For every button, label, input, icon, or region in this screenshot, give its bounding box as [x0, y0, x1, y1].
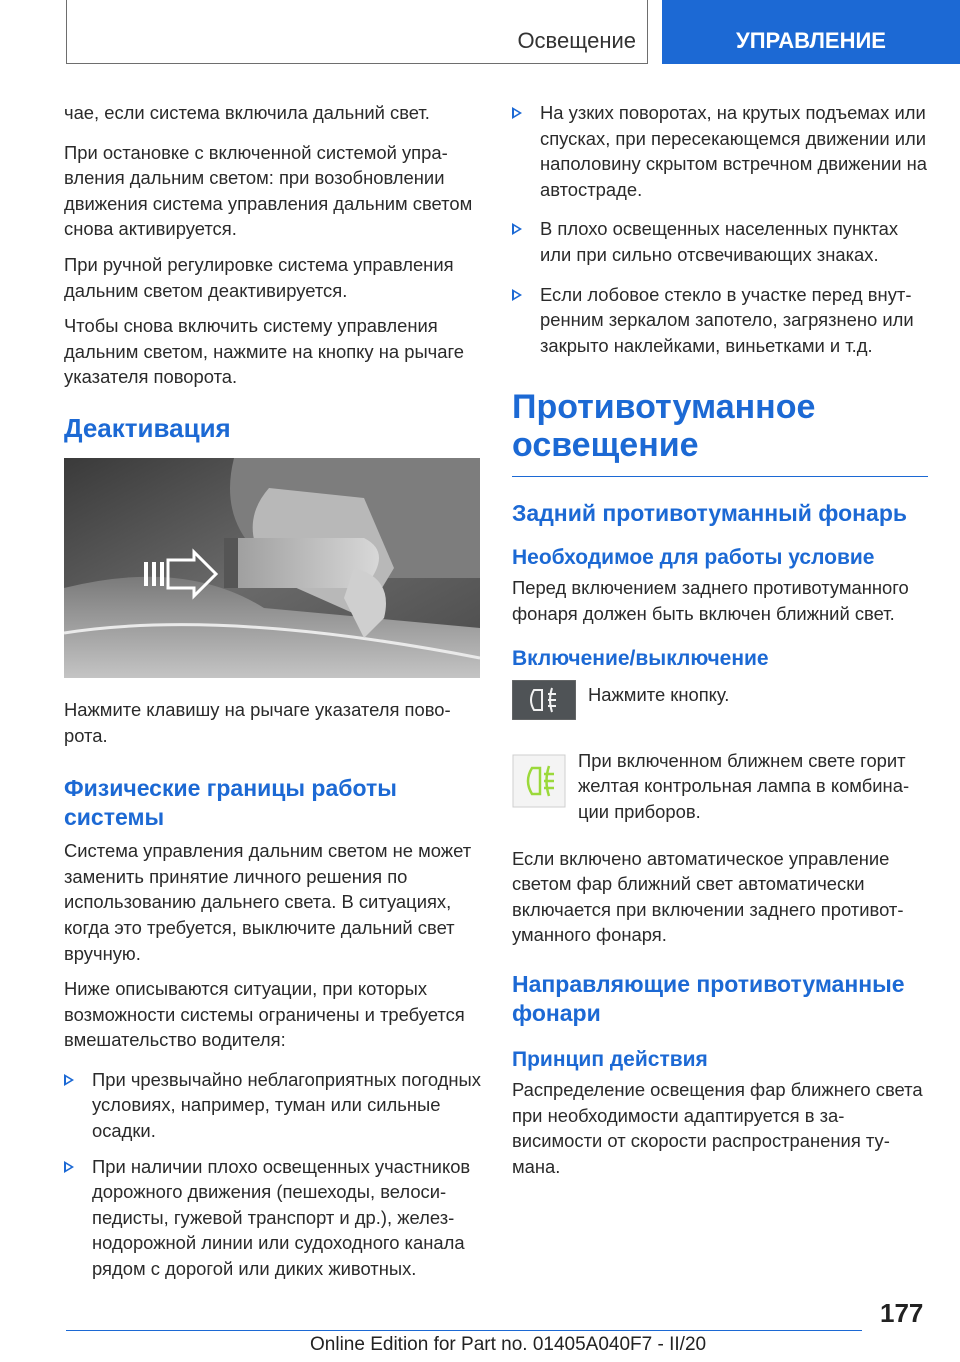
indicator-text: При включенном ближнем свете горит желтая контрольная лампа в комбинации приборов.	[578, 749, 910, 822]
press-button-text: Нажмите кнопку.	[588, 683, 730, 705]
paragraph: Распределение освещения фар ближнего света при необходимости адаптируется в зависимости от скорости распространения тумана.	[512, 1078, 923, 1177]
list-item: При чрезвычайно неблагоприятных погодных условиях, например, туман или сильные осадки.	[64, 1067, 482, 1144]
limits-bullet-list	[64, 1067, 482, 1282]
footer-rule	[66, 1330, 862, 1331]
list-item: При наличии плохо освещенных участников дорожного движения (пешеходы, велосипедисты, гужевой транспорт и др.), железнодорожной линии или судоходного канала рядом с дорогой или диких животных.	[64, 1154, 482, 1282]
paragraph: Система управления дальним светом не может заменить принятие личного решения по использованию дальнего света. В ситуациях, когда это требуется, выключите дальний свет вручную.	[64, 840, 472, 964]
heading-fog-lighting: Противотуманное освещение	[512, 388, 816, 465]
right-column	[512, 100, 928, 1189]
paragraph: Чтобы снова включить систему управления дальним светом, нажмите на кнопку на рычаге указателя поворота.	[64, 315, 465, 388]
heading-system-limits: Физические границы работы системы	[64, 775, 397, 831]
figure-caption: Нажмите клавишу на рычаге указателя поворота.	[64, 698, 451, 746]
heading-deactivation: Деактивация	[64, 412, 231, 443]
header-tab-control[interactable]: УПРАВЛЕНИЕ	[662, 0, 960, 64]
page-number: 177	[880, 1298, 924, 1328]
left-column	[64, 100, 482, 1292]
heading-condition: Необходимое для работы условие	[512, 546, 875, 570]
heading-principle: Принцип действия	[512, 1047, 708, 1071]
paragraph: При ручной регулировке система управления дальним светом деактивируется.	[64, 253, 454, 301]
bullet-triangle-icon	[64, 1161, 74, 1173]
heading-rule	[512, 476, 928, 477]
paragraph: чае, если система включила дальний свет.	[64, 102, 430, 123]
rear-fog-indicator-icon	[512, 754, 566, 808]
bullet-triangle-icon	[512, 289, 522, 301]
bullet-triangle-icon	[512, 223, 522, 235]
limits-bullet-list-continued	[512, 100, 928, 358]
bullet-triangle-icon	[64, 1074, 74, 1086]
paragraph: Если включено автоматическое управление светом фар ближний свет автоматически включается при включении заднего противотуманного фонаря.	[512, 847, 904, 946]
heading-front-fog-lamps: Направляющие противотуманные фонари	[512, 970, 905, 1026]
header-section-title: Освещение	[517, 28, 636, 53]
list-item: Если лобовое стекло в участке перед внутренним зеркалом запотело, загрязнено или закрыто наклейками, виньетками и т.д.	[512, 282, 928, 359]
list-item: В плохо освещенных населенных пунктах или при сильно отсвечивающих знаках.	[512, 216, 928, 267]
list-item: На узких поворотах, на крутых подъемах или спусках, при пересекающемся движении или наполовину скрытом встречном движении на автостраде.	[512, 100, 928, 202]
heading-rear-fog-lamp: Задний противотуманный фонарь	[512, 500, 908, 527]
paragraph: Ниже описываются ситуации, при которых возможности системы ограничены и требуется вмешательство водителя:	[64, 978, 465, 1051]
bullet-triangle-icon	[512, 107, 522, 119]
rear-fog-button-icon[interactable]	[512, 680, 576, 720]
paragraph: Перед включением заднего противотуманного фонаря должен быть включен ближний свет.	[512, 577, 909, 624]
heading-on-off: Включение/выключение	[512, 646, 769, 670]
indicator-row	[512, 749, 928, 832]
button-row	[512, 680, 928, 740]
paragraph: При остановке с включенной системой управления дальним светом: при возобновлении движения система управления дальним светом снова активируется.	[64, 141, 473, 240]
footer-edition-text: Online Edition for Part no. 01405A040F7 - II/20	[310, 1334, 707, 1355]
turn-signal-lever-image	[64, 458, 480, 678]
